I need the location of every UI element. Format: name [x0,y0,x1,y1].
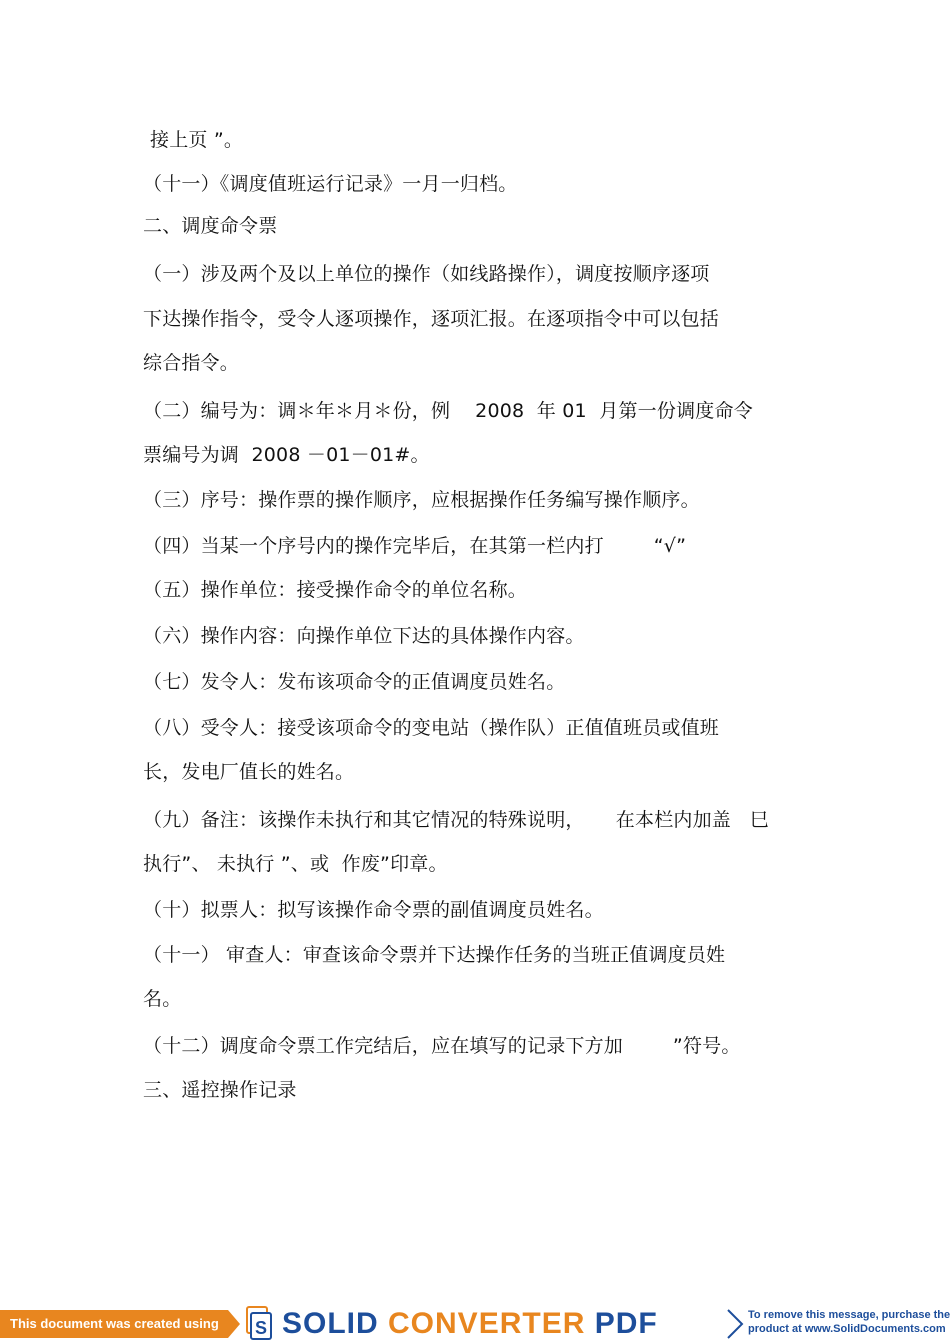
text-line-item-5: （五）操作单位：接受操作命令的单位名称。 [143,579,528,601]
text-line-item-1-b: 下达操作指令，受令人逐项操作，逐项汇报。在逐项指令中可以包括 [143,308,720,330]
text-line-item-2-a: （二）编号为：调＊年＊月＊份，例 2008 年 01 月第一份调度命令 [143,400,753,422]
footer-brand-name [282,1306,658,1342]
footer-created-text: This document was created using [0,1310,228,1338]
text-line-item-9-b: 执行”、 未执行 ”、或 作废”印章。 [143,853,448,875]
footer-arrow-icon [228,1310,240,1338]
section-heading-dispatch-order: 二、调度命令票 [143,215,278,237]
text-line-item-3: （三）序号：操作票的操作顺序，应根据操作任务编写操作顺序。 [143,489,700,511]
footer-purchase-line-1: To remove this message, purchase the [748,1309,950,1321]
text-line-item-1-a: （一）涉及两个及以上单位的操作（如线路操作），调度按顺序逐项 [143,263,710,285]
text-line-item-6: （六）操作内容：向操作单位下达的具体操作内容。 [143,625,585,647]
text-line-item-9-a: （九）备注：该操作未执行和其它情况的特殊说明， 在本栏内加盖 巳 [143,809,769,831]
footer-purchase-line-2[interactable]: product at www.SolidDocuments.com [748,1323,946,1335]
svg-text:S: S [254,1318,268,1338]
brand-solid-text: SOLID [282,1307,379,1340]
text-line-item-11-b: 名。 [143,988,182,1010]
brand-converter-text: CONVERTER [388,1307,586,1340]
brand-pdf-text: PDF [594,1307,658,1340]
text-line-item-4: （四）当某一个序号内的操作完毕后，在其第一栏内打 “√” [143,535,687,557]
section-heading-remote-operation: 三、遥控操作记录 [143,1079,297,1101]
converter-footer-banner [0,1302,950,1342]
text-line-item-8-b: 长，发电厂值长的姓名。 [143,761,355,783]
text-line-item-11-archive: （十一）《调度值班运行记录》一月一归档。 [143,173,518,195]
text-line-continued: 接上页 ”。 [150,129,244,151]
text-line-item-1-c: 综合指令。 [143,352,240,374]
chevron-right-icon [726,1308,744,1340]
text-line-item-12: （十二）调度命令票工作完结后，应在填写的记录下方加 ”符号。 [143,1035,741,1057]
text-line-item-10: （十）拟票人：拟写该操作命令票的副值调度员姓名。 [143,899,604,921]
footer-purchase-message[interactable] [748,1308,950,1336]
text-line-item-8-a: （八）受令人：接受该项命令的变电站（操作队）正值值班员或值班 [143,717,720,739]
solid-converter-logo-icon [244,1306,274,1340]
text-line-item-7: （七）发令人：发布该项命令的正值调度员姓名。 [143,671,566,693]
text-line-item-2-b: 票编号为调 2008 －01－01#。 [143,444,430,466]
text-line-item-11-a: （十一） 审查人：审查该命令票并下达操作任务的当班正值调度员姓 [143,944,726,966]
